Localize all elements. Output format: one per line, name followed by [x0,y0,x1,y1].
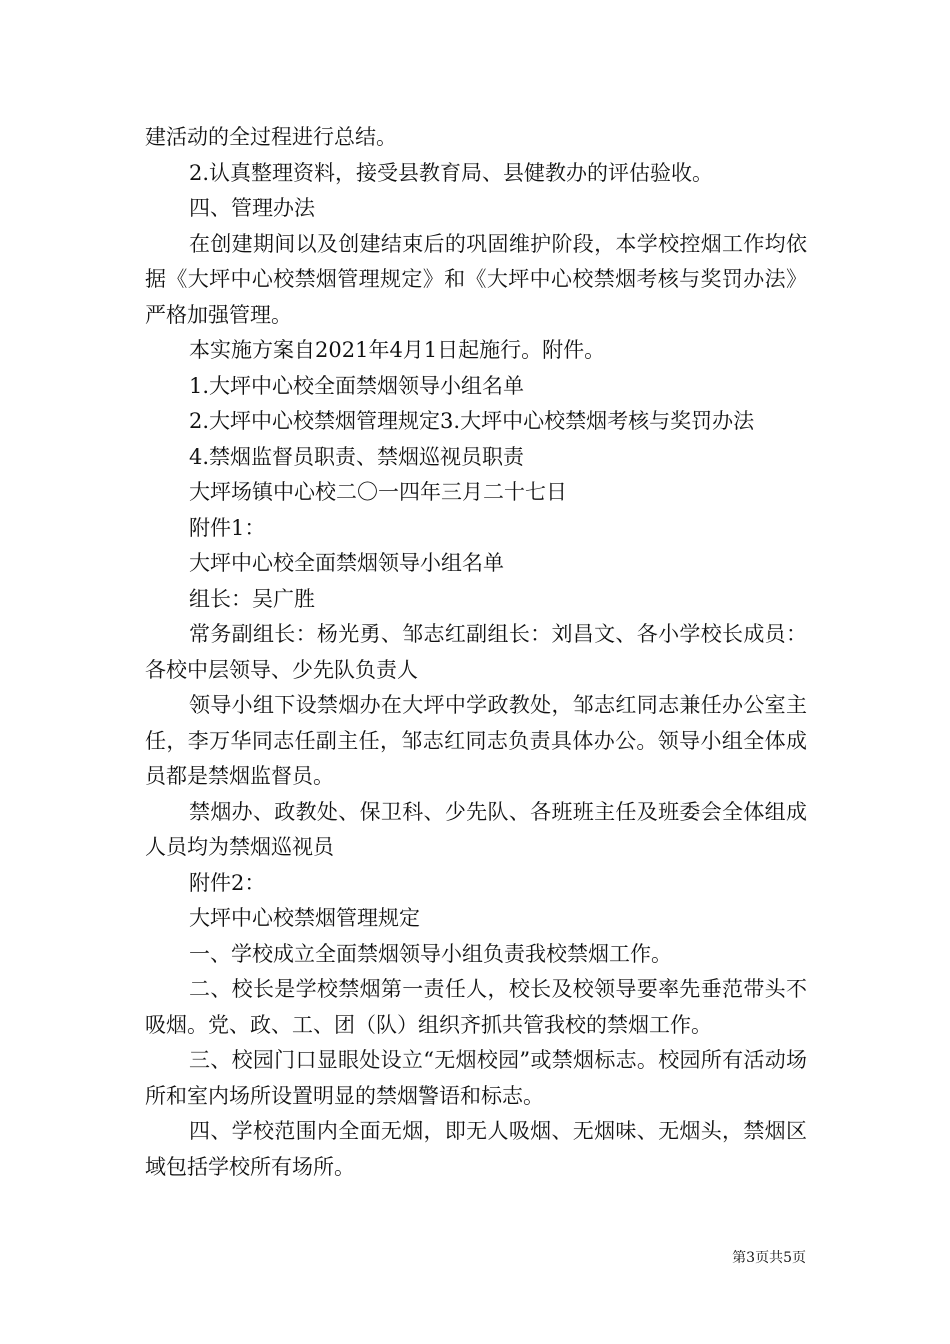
paragraph: 领导小组下设禁烟办在大坪中学政教处，邹志红同志兼任办公室主任，李万华同志任副主任，邹志红同志负责具体办公。领导小组全体成员都是禁烟监督员。 [145,693,807,788]
list-item: 2.大坪中心校禁烟管理规定3.大坪中心校禁烟考核与奖罚办法 [189,409,755,433]
appendix-title: 大坪中心校禁烟管理规定 [189,906,420,930]
page-number: 第3页共5页 [732,1250,806,1266]
paragraph: 本实施方案自2021年4月1日起施行。附件。 [189,338,606,362]
paragraph: 在创建期间以及创建结束后的巩固维护阶段，本学校控烟工作均依据《大坪中心校禁烟管理规定》和《大坪中心校禁烟考核与奖罚办法》严格加强管理。 [145,231,807,327]
appendix-label: 附件2： [189,870,266,895]
paragraph: 一、学校成立全面禁烟领导小组负责我校禁烟工作。 [189,941,672,966]
list-item: 4.禁烟监督员职责、禁烟巡视员职责 [189,444,525,469]
paragraph: 四、学校范围内全面无烟，即无人吸烟、无烟味、无烟头，禁烟区域包括学校所有场所。 [145,1119,807,1179]
appendix-title: 大坪中心校全面禁烟领导小组名单 [189,551,504,575]
paragraph: 三、校园门口显眼处设立“无烟校园”或禁烟标志。校园所有活动场所和室内场所设置明显的禁烟警语和标志。 [145,1048,807,1108]
list-item: 1.大坪中心校全面禁烟领导小组名单 [189,373,525,398]
appendix-label: 附件1： [189,515,266,540]
paragraph: 组长：吴广胜 [189,586,315,611]
paragraph: 建活动的全过程进行总结。 [145,125,397,149]
document-body [145,120,807,1185]
paragraph: 2.认真整理资料，接受县教育局、县健教办的评估验收。 [189,160,714,185]
paragraph: 常务副组长：杨光勇、邹志红副组长：刘昌文、各小学校长成员：各校中层领导、少先队负责人 [145,622,807,682]
signature-date: 大坪场镇中心校二〇一四年三月二十七日 [189,480,567,504]
paragraph: 二、校长是学校禁烟第一责任人，校长及校领导要率先垂范带头不吸烟。党、政、工、团（队）组织齐抓共管我校的禁烟工作。 [145,977,807,1037]
paragraph: 禁烟办、政教处、保卫科、少先队、各班班主任及班委会全体组成人员均为禁烟巡视员 [145,799,807,859]
section-heading: 四、管理办法 [189,196,315,220]
